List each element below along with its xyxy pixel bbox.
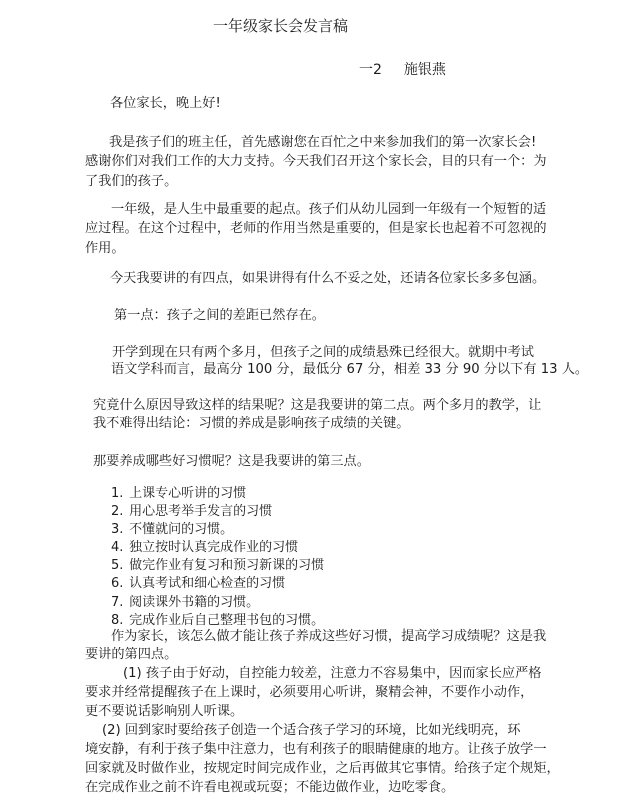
greeting: 各位家长，晚上好!	[110, 96, 221, 111]
para3: 今天我要讲的有四点，如果讲得有什么不妥之处，还请各位家长多多包涵。	[110, 271, 546, 286]
list-item-number: 4.	[111, 540, 124, 556]
para2-line1: 一年级，是人生中最重要的起点。孩子们从幼儿园到一年级有一个短暂的适	[111, 202, 547, 217]
list-item-text: 独立按时认真完成作业的习惯	[129, 540, 299, 556]
para6: 那要养成哪些好习惯呢？这是我要讲的第三点。	[93, 454, 370, 469]
list-item-number: 6.	[111, 576, 124, 592]
list-item-number: 8.	[111, 612, 124, 628]
item2-line2: 境安静，有利于孩子集中注意力，也有利孩子的眼睛健康的地方。让孩子放学一	[85, 742, 547, 757]
author-line	[359, 61, 446, 79]
item2-line1: (2) 回到家时要给孩子创造一个适合孩子学习的环境，比如光线明亮，环	[102, 723, 521, 738]
list-item	[111, 521, 324, 539]
para4-line2: 语文学科而言，最高分 100 分，最低分 67 分，相差 33 分 90 分以下有 13 人。	[111, 362, 589, 377]
list-item-text: 完成作业后自己整理书包的习惯。	[129, 612, 325, 628]
list-item-text: 不懂就问的习惯。	[129, 522, 234, 538]
list-item-text: 阅读课外书籍的习惯。	[129, 594, 260, 610]
author-name: 施银燕	[403, 62, 446, 78]
list-item-text: 上课专心听讲的习惯	[129, 486, 247, 501]
list-item-number: 5.	[111, 558, 124, 574]
para2-line2: 应过程。在这个过程中，老师的作用当然是重要的，但是家长也起着不可忽视的	[85, 221, 547, 236]
document-title: 一年级家长会发言稿	[213, 17, 349, 35]
para1-line2: 感谢你们对我们工作的大力支持。今天我们召开这个家长会，目的只有一个：为	[85, 154, 547, 169]
list-item-number: 1.	[111, 486, 124, 501]
list-item-text: 用心思考举手发言的习惯	[129, 504, 273, 520]
list-item-text: 做完作业有复习和预习新课的习惯	[129, 558, 325, 574]
item2-line4: 在完成作业之前不许看电视或玩耍；不能边做作业，边吃零食。	[85, 780, 455, 795]
list-item	[111, 575, 324, 593]
habit-list	[111, 485, 324, 630]
author-class: 一2	[359, 62, 382, 78]
para5-line2: 我不难得出结论：习惯的养成是影响孩子成绩的关键。	[93, 416, 410, 431]
item1-line2: 要求并经常提醒孩子在上课时，必须要用心听讲，聚精会神，不要作小动作，	[85, 685, 534, 700]
item1-line1: (1) 孩子由于好动，自控能力较差，注意力不容易集中，因而家长应严格	[123, 666, 542, 681]
list-item	[111, 503, 324, 521]
list-item-number: 3.	[111, 522, 124, 538]
para1-line1: 我是孩子们的班主任，首先感谢您在百忙之中来参加我们的第一次家长会!	[109, 135, 537, 150]
item1-line3: 更不要说话影响别人听课。	[85, 704, 244, 719]
list-item	[111, 485, 324, 503]
list-item-text: 认真考试和细心检查的习惯	[129, 576, 286, 592]
list-item-number: 7.	[111, 594, 124, 610]
point1-heading: 第一点：孩子之间的差距已然存在。	[114, 308, 325, 323]
list-item	[111, 539, 324, 557]
para4-line1: 开学到现在只有两个多月，但孩子之间的成绩悬殊已经很大。就期中考试	[112, 345, 534, 360]
para7-line2: 要讲的第四点。	[85, 647, 178, 662]
item2-line3: 回家就及时做作业，按规定时间完成作业，之后再做其它事情。给孩子定个规矩，	[85, 761, 560, 776]
para1-line3: 了我们的孩子。	[85, 174, 178, 189]
para5-line1: 究竟什么原因导致这样的结果呢？这是我要讲的第二点。两个多月的教学，让	[93, 398, 542, 413]
list-item	[111, 594, 324, 612]
para7-line1: 作为家长，该怎么做才能让孩子养成这些好习惯，提高学习成绩呢？这是我	[111, 629, 547, 644]
list-item	[111, 557, 324, 575]
para2-line3: 作用。	[85, 241, 125, 256]
list-item-number: 2.	[111, 504, 124, 520]
